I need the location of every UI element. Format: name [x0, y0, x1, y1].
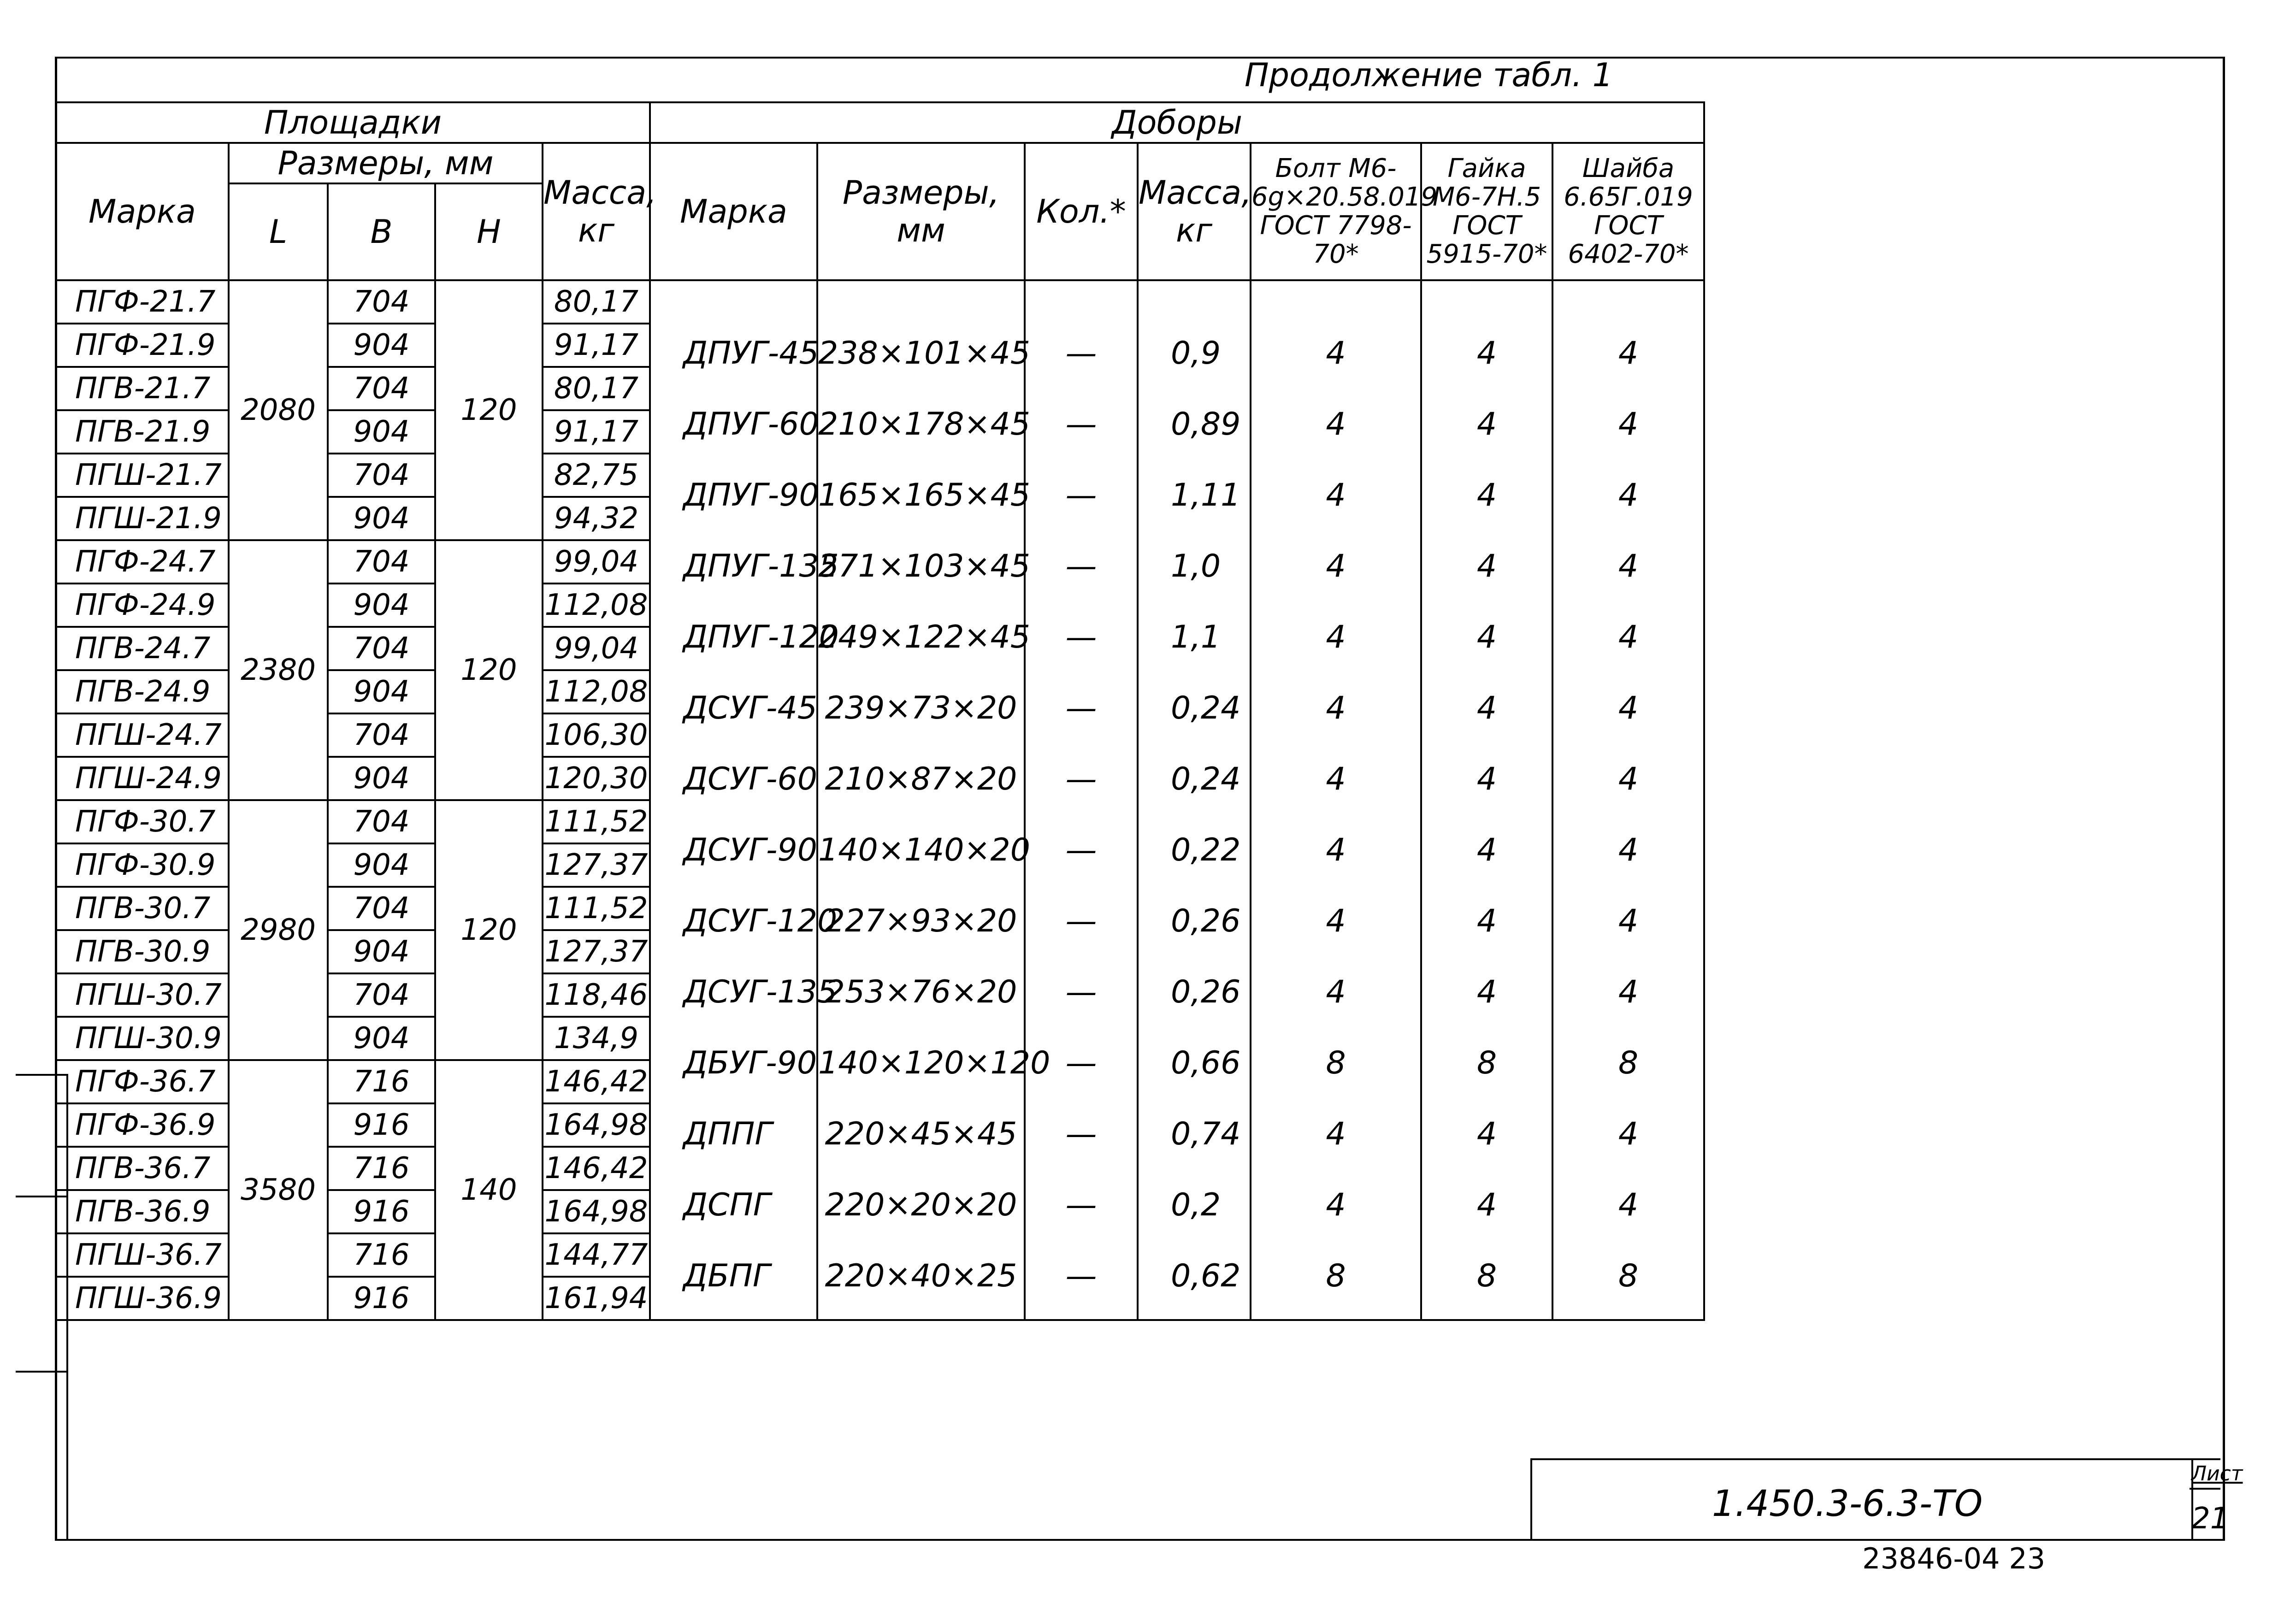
addon-qty: — [1065, 903, 1097, 939]
addon-bolt: 4 [1326, 477, 1346, 513]
sheet-box [2190, 1458, 2243, 1539]
addon-mark: ДПУГ-90 [683, 477, 819, 513]
platform-length: 2380 [229, 540, 328, 800]
platform-width: 716 [328, 1147, 435, 1190]
addon-mark: ДППГ [683, 1116, 773, 1152]
addon-mass: 0,89 [1171, 406, 1241, 442]
addon-size: 239×73×20 [825, 690, 1017, 726]
addon-mark: ДБПГ [683, 1258, 770, 1294]
addon-mark: ДСПГ [683, 1187, 771, 1223]
platform-width: 904 [328, 1017, 435, 1060]
platform-mark: ПГФ-30.7 [56, 800, 229, 843]
addon-qty: — [1065, 477, 1097, 513]
addon-washer: 4 [1618, 832, 1639, 868]
platform-mass: 164,98 [543, 1190, 650, 1233]
addon-bolt: 4 [1326, 761, 1346, 797]
addon-mass: 0,2 [1171, 1187, 1221, 1223]
addon-mass: 0,22 [1171, 832, 1241, 868]
addon-washer: 4 [1618, 690, 1639, 726]
platform-mass: 91,17 [543, 324, 650, 367]
header-addon-mark: Марка [650, 143, 817, 280]
addon-column-nut [1421, 280, 1552, 1320]
addon-column-washer [1552, 280, 1704, 1320]
addon-nut: 4 [1476, 548, 1497, 584]
addon-qty: — [1065, 1116, 1097, 1152]
platform-mark: ПГШ-21.7 [56, 454, 229, 497]
addon-size: 210×87×20 [825, 761, 1017, 797]
addon-mark: ДСУГ-60 [683, 761, 817, 797]
platform-mass: 127,37 [543, 843, 650, 887]
addon-qty: — [1065, 690, 1097, 726]
platform-mark: ПГШ-30.7 [56, 973, 229, 1017]
addon-washer: 4 [1618, 761, 1639, 797]
addon-size: 165×165×45 [818, 477, 1031, 513]
table-row [56, 280, 1704, 324]
addon-bolt: 4 [1326, 903, 1346, 939]
addon-nut: 4 [1476, 974, 1497, 1010]
platform-mass: 82,75 [543, 454, 650, 497]
platform-width: 916 [328, 1190, 435, 1233]
platform-mass: 111,52 [543, 800, 650, 843]
addon-washer: 4 [1618, 406, 1639, 442]
platform-mark: ПГШ-24.9 [56, 757, 229, 800]
platform-mass: 146,42 [543, 1147, 650, 1190]
platform-mass: 80,17 [543, 280, 650, 324]
addon-mark: ДСУГ-90 [683, 832, 817, 868]
platform-mark: ПГВ-24.7 [56, 627, 229, 670]
platform-width: 704 [328, 800, 435, 843]
header-platform-mark: Марка [56, 143, 229, 280]
addon-mass: 1,0 [1171, 548, 1221, 584]
platform-mark: ПГФ-36.9 [56, 1103, 229, 1147]
addon-bolt: 8 [1326, 1258, 1346, 1294]
addon-nut: 4 [1476, 335, 1497, 371]
platform-width: 716 [328, 1233, 435, 1277]
platform-length: 2080 [229, 280, 328, 540]
addon-bolt: 4 [1326, 406, 1346, 442]
addon-nut: 4 [1476, 619, 1497, 655]
platform-width: 704 [328, 540, 435, 584]
addon-bolt: 4 [1326, 619, 1346, 655]
platform-width: 704 [328, 627, 435, 670]
header-platform-L: L [229, 183, 328, 280]
sheet-label: Лист [2191, 1462, 2243, 1485]
platform-height: 120 [435, 280, 543, 540]
addon-mass: 1,1 [1171, 619, 1221, 655]
platform-mass: 120,30 [543, 757, 650, 800]
header-addon-bolt: Болт М6-6g×20.58.019 ГОСТ 7798-70* [1251, 143, 1421, 280]
platform-mass: 111,52 [543, 887, 650, 930]
platform-mark: ПГВ-21.7 [56, 367, 229, 410]
addon-column-qty [1025, 280, 1138, 1320]
addon-size: 220×20×20 [825, 1187, 1017, 1223]
addon-nut: 4 [1476, 903, 1497, 939]
addon-mass: 1,11 [1171, 477, 1241, 513]
platform-mass: 161,94 [543, 1277, 650, 1320]
platform-mass: 127,37 [543, 930, 650, 973]
platform-width: 904 [328, 410, 435, 454]
group-header-addons: Доборы [650, 102, 1704, 143]
addon-nut: 8 [1476, 1045, 1497, 1081]
specification-table [55, 101, 1705, 1321]
title-block [1530, 1458, 2193, 1541]
platform-length: 3580 [229, 1060, 328, 1320]
header-addon-qty: Кол.* [1025, 143, 1138, 280]
addon-column-bolt [1251, 280, 1421, 1320]
header-platform-mass: Масса, кг [543, 143, 650, 280]
platform-width: 904 [328, 670, 435, 713]
addon-size: 140×120×120 [818, 1045, 1051, 1081]
sheet-number: 21 [2191, 1502, 2229, 1536]
platform-mass: 112,08 [543, 584, 650, 627]
addon-washer: 4 [1618, 477, 1639, 513]
platform-mark: ПГВ-36.7 [56, 1147, 229, 1190]
addon-nut: 4 [1476, 477, 1497, 513]
addon-mark: ДСУГ-135 [683, 974, 838, 1010]
platform-mass: 106,30 [543, 713, 650, 757]
addon-nut: 4 [1476, 761, 1497, 797]
platform-mass: 144,77 [543, 1233, 650, 1277]
addon-size: 140×140×20 [818, 832, 1031, 868]
addon-qty: — [1065, 1045, 1097, 1081]
platform-height: 120 [435, 540, 543, 800]
addon-mass: 0,62 [1171, 1258, 1241, 1294]
platform-mark: ПГШ-21.9 [56, 497, 229, 540]
platform-mass: 99,04 [543, 540, 650, 584]
table-caption: Продолжение табл. 1 [1245, 56, 1613, 94]
addon-size: 238×101×45 [818, 335, 1031, 371]
addon-washer: 4 [1618, 903, 1639, 939]
addon-column-size [817, 280, 1051, 1320]
addon-size: 220×40×25 [825, 1258, 1017, 1294]
addon-washer: 4 [1618, 548, 1639, 584]
addon-washer: 4 [1618, 619, 1639, 655]
platform-width: 716 [328, 1060, 435, 1103]
platform-mass: 94,32 [543, 497, 650, 540]
platform-width: 904 [328, 497, 435, 540]
platform-mark: ПГФ-30.9 [56, 843, 229, 887]
addon-qty: — [1065, 406, 1097, 442]
header-platform-sizes: Размеры, мм [229, 143, 543, 183]
platform-width: 904 [328, 930, 435, 973]
addon-mass: 0,74 [1171, 1116, 1241, 1152]
sheet-divider [2190, 1488, 2220, 1490]
platform-mass: 146,42 [543, 1060, 650, 1103]
addon-washer: 4 [1618, 1187, 1639, 1223]
addon-nut: 8 [1476, 1258, 1497, 1294]
platform-mass: 134,9 [543, 1017, 650, 1060]
addon-column-mark [650, 280, 839, 1320]
platform-width: 904 [328, 843, 435, 887]
addon-washer: 8 [1618, 1045, 1639, 1081]
addon-qty: — [1065, 548, 1097, 584]
addon-mark: ДПУГ-60 [683, 406, 819, 442]
header-addon-washer: Шайба 6.65Г.019 ГОСТ 6402-70* [1552, 143, 1704, 280]
platform-mark: ПГВ-30.7 [56, 887, 229, 930]
addon-size: 227×93×20 [825, 903, 1017, 939]
addon-washer: 4 [1618, 974, 1639, 1010]
platform-mass: 112,08 [543, 670, 650, 713]
platform-mark: ПГВ-30.9 [56, 930, 229, 973]
platform-width: 704 [328, 973, 435, 1017]
addon-nut: 4 [1476, 1187, 1497, 1223]
addon-mark: ДСУГ-45 [683, 690, 817, 726]
document-code: 1.450.3-6.3-ТО [1712, 1483, 1983, 1525]
addon-washer: 8 [1618, 1258, 1639, 1294]
addon-size: 253×76×20 [825, 974, 1017, 1010]
addon-bolt: 4 [1326, 1187, 1346, 1223]
platform-width: 704 [328, 713, 435, 757]
addon-qty: — [1065, 335, 1097, 371]
addon-bolt: 4 [1326, 548, 1346, 584]
header-platform-H: H [435, 183, 543, 280]
platform-width: 904 [328, 324, 435, 367]
addon-mark: ДБУГ-90 [683, 1045, 817, 1081]
platform-mass: 80,17 [543, 367, 650, 410]
addon-qty: — [1065, 974, 1097, 1010]
addon-mark: ДПУГ-135 [683, 548, 839, 584]
platform-mark: ПГФ-21.9 [56, 324, 229, 367]
addon-nut: 4 [1476, 1116, 1497, 1152]
addon-nut: 4 [1476, 832, 1497, 868]
platform-mass: 118,46 [543, 973, 650, 1017]
header-platform-B: B [328, 183, 435, 280]
addon-qty: — [1065, 1187, 1097, 1223]
platform-mark: ПГФ-21.7 [56, 280, 229, 324]
platform-width: 704 [328, 454, 435, 497]
addon-mass: 0,26 [1171, 974, 1241, 1010]
platform-mark: ПГШ-24.7 [56, 713, 229, 757]
platform-mark: ПГШ-36.9 [56, 1277, 229, 1320]
addon-column-mass [1138, 280, 1251, 1320]
addon-bolt: 8 [1326, 1045, 1346, 1081]
platform-width: 916 [328, 1103, 435, 1147]
platform-height: 120 [435, 800, 543, 1060]
platform-width: 916 [328, 1277, 435, 1320]
addon-mark: ДПУГ-45 [683, 335, 819, 371]
addon-bolt: 4 [1326, 335, 1346, 371]
addon-size: 271×103×45 [818, 548, 1031, 584]
addon-washer: 4 [1618, 335, 1639, 371]
addon-nut: 4 [1476, 690, 1497, 726]
addon-nut: 4 [1476, 406, 1497, 442]
addon-mass: 0,24 [1171, 690, 1241, 726]
header-addon-nut: Гайка М6-7Н.5 ГОСТ 5915-70* [1421, 143, 1552, 280]
addon-mass: 0,26 [1171, 903, 1241, 939]
platform-length: 2980 [229, 800, 328, 1060]
addon-mass: 0,66 [1171, 1045, 1241, 1081]
platform-mark: ПГФ-24.9 [56, 584, 229, 627]
addon-mass: 0,24 [1171, 761, 1241, 797]
platform-mark: ПГШ-36.7 [56, 1233, 229, 1277]
platform-mark: ПГФ-24.7 [56, 540, 229, 584]
header-addon-sizes: Размеры, мм [817, 143, 1025, 280]
addon-washer: 4 [1618, 1116, 1639, 1152]
group-header-platforms: Площадки [56, 102, 650, 143]
addon-qty: — [1065, 832, 1097, 868]
addon-qty: — [1065, 761, 1097, 797]
platform-mark: ПГВ-21.9 [56, 410, 229, 454]
addon-bolt: 4 [1326, 1116, 1346, 1152]
platform-mark: ПГФ-36.7 [56, 1060, 229, 1103]
platform-width: 704 [328, 887, 435, 930]
archive-number: 23846-04 23 [1862, 1542, 2046, 1575]
platform-mass: 164,98 [543, 1103, 650, 1147]
addon-qty: — [1065, 619, 1097, 655]
platform-mark: ПГВ-36.9 [56, 1190, 229, 1233]
addon-qty: — [1065, 1258, 1097, 1294]
addon-mark: ДСУГ-120 [683, 903, 838, 939]
addon-bolt: 4 [1326, 974, 1346, 1010]
addon-bolt: 4 [1326, 832, 1346, 868]
platform-mass: 99,04 [543, 627, 650, 670]
platform-mark: ПГШ-30.9 [56, 1017, 229, 1060]
addon-mass: 0,9 [1171, 335, 1221, 371]
addon-mark: ДПУГ-120 [683, 619, 839, 655]
platform-width: 904 [328, 757, 435, 800]
addon-bolt: 4 [1326, 690, 1346, 726]
header-addon-mass: Масса, кг [1138, 143, 1251, 280]
platform-width: 704 [328, 280, 435, 324]
addon-size: 210×178×45 [818, 406, 1031, 442]
addon-size: 249×122×45 [818, 619, 1031, 655]
platform-mass: 91,17 [543, 410, 650, 454]
platform-mark: ПГВ-24.9 [56, 670, 229, 713]
platform-width: 704 [328, 367, 435, 410]
addon-size: 220×45×45 [825, 1116, 1017, 1152]
platform-width: 904 [328, 584, 435, 627]
platform-height: 140 [435, 1060, 543, 1320]
